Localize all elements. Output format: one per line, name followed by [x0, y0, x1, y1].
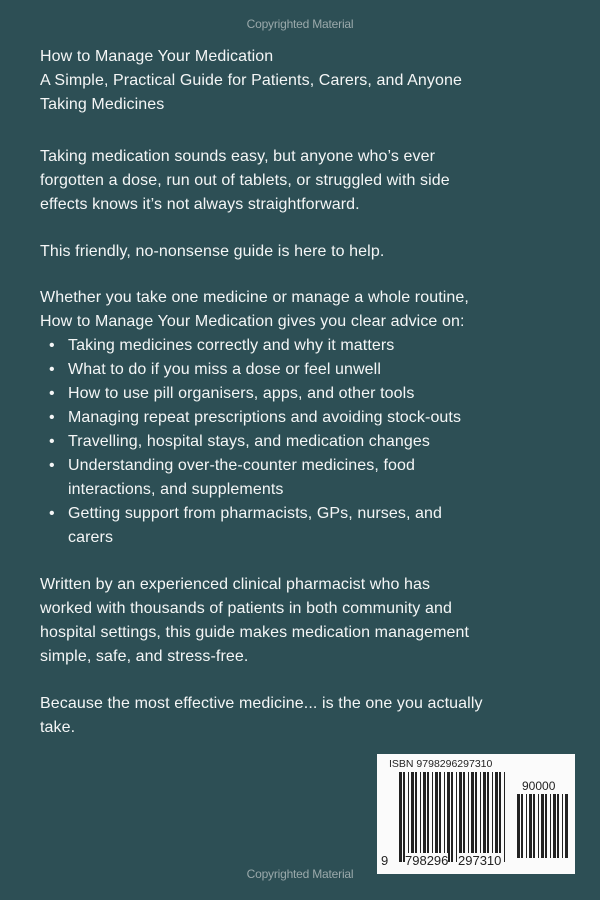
barcode-bar [463, 772, 465, 862]
bullet-icon: • [49, 337, 55, 354]
copyright-watermark-top: Copyrighted Material [246, 17, 354, 31]
barcode-bar [538, 794, 539, 858]
text-line: effects knows it’s not always straightforward. [40, 196, 360, 213]
text-line: take. [40, 719, 76, 736]
topic-text: What to do if you miss a dose or feel unwell [68, 361, 381, 378]
topic-list-item [40, 454, 580, 502]
bullet-icon: • [49, 457, 55, 474]
intro-paragraph [40, 145, 580, 217]
isbn-barcode [377, 754, 575, 874]
subtitle-line: A Simple, Practical Guide for Patients, Carers, and Anyone [40, 72, 463, 89]
barcode-bar [427, 772, 429, 862]
topic-text: Getting support from pharmacists, GPs, nurses, and [68, 505, 443, 522]
barcode-digits-right: 297310 [458, 853, 502, 868]
barcode-bar [480, 772, 481, 862]
barcode-bar [459, 772, 462, 862]
barcode-bar [483, 772, 486, 862]
topic-text: Taking medicines correctly and why it matters [68, 337, 395, 354]
text-line: Whether you take one medicine or manage a whole routine, [40, 289, 469, 306]
barcode-bar [475, 772, 477, 862]
text-line: Because the most effective medicine... is the one you actually [40, 695, 483, 712]
topic-list-item [40, 382, 580, 406]
topic-list-item [40, 430, 580, 454]
barcode-digits-left: 798296 [405, 853, 449, 868]
topic-list [40, 334, 580, 550]
copyright-watermark-bottom: Copyrighted Material [246, 867, 354, 881]
barcode-bar [529, 794, 532, 858]
topic-list-item [40, 406, 580, 430]
barcode-bar [487, 772, 489, 862]
closing-paragraph [40, 692, 580, 740]
barcode-bar [471, 772, 474, 862]
barcode-bar [495, 772, 498, 862]
bullet-icon: • [49, 433, 55, 450]
bullet-icon: • [49, 505, 55, 522]
barcode-bar [565, 794, 568, 858]
barcode-bar [526, 794, 527, 858]
book-title [40, 45, 580, 117]
barcode-bar [517, 794, 520, 858]
topic-text: Managing repeat prescriptions and avoiding stock-outs [68, 409, 462, 426]
topic-text: Understanding over-the-counter medicines, food [68, 457, 416, 474]
topic-text: How to use pill organisers, apps, and other tools [68, 385, 415, 402]
topic-list-item [40, 502, 580, 550]
topic-text: carers [68, 529, 114, 546]
barcode-bar [432, 772, 433, 862]
text-line: worked with thousands of patients in both community and [40, 600, 452, 617]
barcode-bar [499, 772, 501, 862]
barcode-bar [562, 794, 563, 858]
price-addon: 90000 [522, 779, 556, 793]
text-line: simple, safe, and stress-free. [40, 648, 249, 665]
help-paragraph [40, 240, 580, 264]
barcode-bar [456, 772, 457, 862]
barcode-bar [492, 772, 493, 862]
barcode-bar [415, 772, 417, 862]
barcode-bar [439, 772, 441, 862]
bullet-icon: • [49, 385, 55, 402]
title-line: How to Manage Your Medication [40, 48, 274, 65]
topics-section [40, 286, 580, 550]
bullet-icon: • [49, 361, 55, 378]
barcode-bar [545, 794, 547, 858]
barcode-bar [533, 794, 535, 858]
barcode-bar [435, 772, 438, 862]
text-line: This friendly, no-nonsense guide is here to help. [40, 243, 385, 260]
barcode-bar [504, 772, 505, 862]
isbn-label: ISBN 9798296297310 [389, 758, 493, 770]
text-line: hospital settings, this guide makes medication management [40, 624, 470, 641]
barcode-bar [468, 772, 469, 862]
barcode-digit-first: 9 [381, 853, 389, 868]
barcode-bar [447, 772, 450, 862]
bullet-icon: • [49, 409, 55, 426]
barcode-bar [521, 794, 523, 858]
barcode-bar [403, 772, 405, 862]
subtitle-line: Taking Medicines [40, 96, 165, 113]
barcode-bar [399, 772, 402, 862]
author-paragraph [40, 573, 580, 669]
text-line: Written by an experienced clinical pharmacist who has [40, 576, 431, 593]
topic-list-item [40, 334, 580, 358]
topic-list-item [40, 358, 580, 382]
barcode-bar [420, 772, 421, 862]
barcode-bar [550, 794, 551, 858]
barcode-bar [423, 772, 426, 862]
text-line: How to Manage Your Medication gives you clear advice on: [40, 313, 465, 330]
barcode-bar [444, 772, 445, 862]
barcode-bar [541, 794, 544, 858]
topic-text: Travelling, hospital stays, and medication changes [68, 433, 430, 450]
text-line: forgotten a dose, run out of tablets, or struggled with side [40, 172, 450, 189]
barcode-bar [451, 772, 453, 862]
topic-text: interactions, and supplements [68, 481, 284, 498]
text-line: Taking medication sounds easy, but anyone who’s ever [40, 148, 436, 165]
barcode-bar [553, 794, 556, 858]
barcode-bar [408, 772, 409, 862]
barcode-bar [557, 794, 559, 858]
barcode-bar [411, 772, 414, 862]
